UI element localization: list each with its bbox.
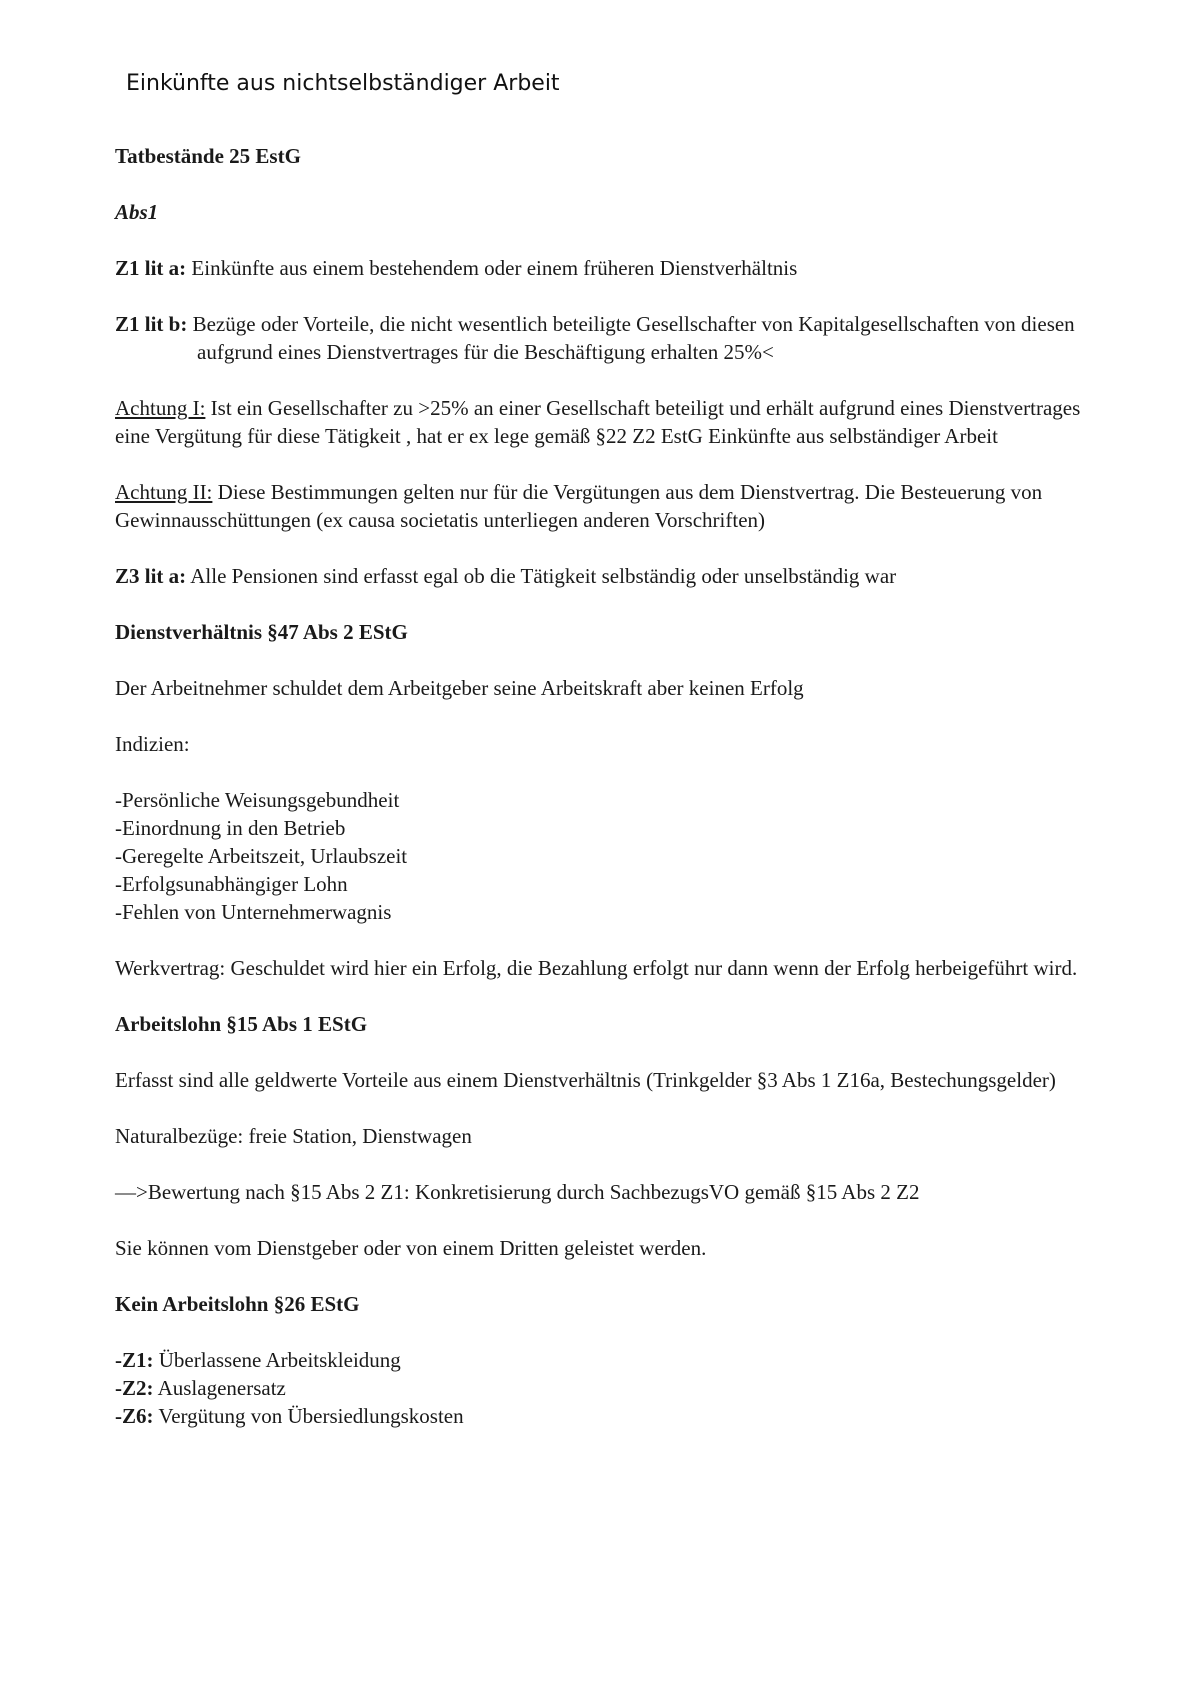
- label-achtung-2: Achtung II:: [115, 480, 213, 504]
- document-body: [115, 142, 1100, 1458]
- paragraph-z1-lit-b: [115, 310, 1100, 366]
- paragraph-achtung-2: [115, 478, 1100, 534]
- list-item-text: Auslagenersatz: [153, 1376, 286, 1400]
- paragraph-arbeitslohn-1: Erfasst sind alle geldwerte Vorteile aus einem Dienstverhältnis (Trinkgelder §3 Abs 1 Z16a, Bestechungsgelder): [115, 1068, 1056, 1092]
- list-item-label: -Z6:: [115, 1404, 154, 1428]
- text-z3-lit-a: Alle Pensionen sind erfasst egal ob die Tätigkeit selbständig oder unselbständig war: [186, 564, 897, 588]
- list-item: -Persönliche Weisungsgebundheit: [115, 788, 400, 812]
- paragraph-werkvertrag: Werkvertrag: Geschuldet wird hier ein Erfolg, die Bezahlung erfolgt nur dann wenn der Erfolg herbeigeführt wird.: [115, 956, 1078, 980]
- paragraph-achtung-1: [115, 394, 1100, 450]
- list-item-text: Vergütung von Übersiedlungskosten: [153, 1404, 464, 1428]
- list-item: [115, 1374, 1100, 1402]
- indizien-label: Indizien:: [115, 732, 190, 756]
- list-item: [115, 1402, 1100, 1430]
- section-heading-dienstverhaeltnis: Dienstverhältnis §47 Abs 2 EStG: [115, 620, 408, 644]
- subheading-abs1: Abs1: [115, 200, 159, 224]
- paragraph-naturalbezuege: Naturalbezüge: freie Station, Dienstwagen: [115, 1124, 472, 1148]
- section-heading-arbeitslohn: Arbeitslohn §15 Abs 1 EStG: [115, 1012, 368, 1036]
- paragraph-bewertung: —>Bewertung nach §15 Abs 2 Z1: Konkretisierung durch SachbezugsVO gemäß §15 Abs 2 Z2: [115, 1180, 920, 1204]
- paragraph-dienstverhaeltnis-intro: Der Arbeitnehmer schuldet dem Arbeitgeber seine Arbeitskraft aber keinen Erfolg: [115, 676, 804, 700]
- text-z1-lit-b: Bezüge oder Vorteile, die nicht wesentlich beteiligte Gesellschafter von Kapitalgesellschaften von diesen aufgrund eines Dienstvertrages für die Beschäftigung erhalten 25%<: [187, 312, 1075, 364]
- label-achtung-1: Achtung I:: [115, 396, 206, 420]
- list-item: -Fehlen von Unternehmerwagnis: [115, 900, 392, 924]
- indizien-list: [115, 786, 1100, 926]
- list-item: [115, 1346, 1100, 1374]
- label-z1-lit-b: Z1 lit b:: [115, 312, 188, 336]
- text-achtung-1: Ist ein Gesellschafter zu >25% an einer Gesellschaft beteiligt und erhält aufgrund eines Dienstvertrages eine Vergütung für diese Tätigkeit , hat er ex lege gemäß §22 Z2 EstG Einkünfte aus selbständiger Arbeit: [115, 396, 1081, 448]
- section-heading-tatbestaende: Tatbestände 25 EstG: [115, 144, 301, 168]
- section-heading-kein-arbeitslohn: Kein Arbeitslohn §26 EStG: [115, 1292, 360, 1316]
- text-achtung-2: Diese Bestimmungen gelten nur für die Vergütungen aus dem Dienstvertrag. Die Besteuerung von Gewinnausschüttungen (ex causa societatis unterliegen anderen Vorschriften): [115, 480, 1043, 532]
- list-item: -Einordnung in den Betrieb: [115, 816, 346, 840]
- list-item-text: Überlassene Arbeitskleidung: [153, 1348, 401, 1372]
- kein-arbeitslohn-list: [115, 1346, 1100, 1430]
- list-item-label: -Z2:: [115, 1376, 154, 1400]
- list-item-label: -Z1:: [115, 1348, 154, 1372]
- label-z1-lit-a: Z1 lit a:: [115, 256, 187, 280]
- label-z3-lit-a: Z3 lit a:: [115, 564, 187, 588]
- list-item: -Geregelte Arbeitszeit, Urlaubszeit: [115, 844, 408, 868]
- paragraph-z3-lit-a: [115, 562, 1100, 590]
- list-item: -Erfolgsunabhängiger Lohn: [115, 872, 348, 896]
- paragraph-z1-lit-a: [115, 254, 1100, 282]
- page-title: Einkünfte aus nichtselbständiger Arbeit: [126, 71, 560, 96]
- paragraph-dienstgeber: Sie können vom Dienstgeber oder von einem Dritten geleistet werden.: [115, 1236, 707, 1260]
- text-z1-lit-a: Einkünfte aus einem bestehendem oder einem früheren Dienstverhältnis: [186, 256, 798, 280]
